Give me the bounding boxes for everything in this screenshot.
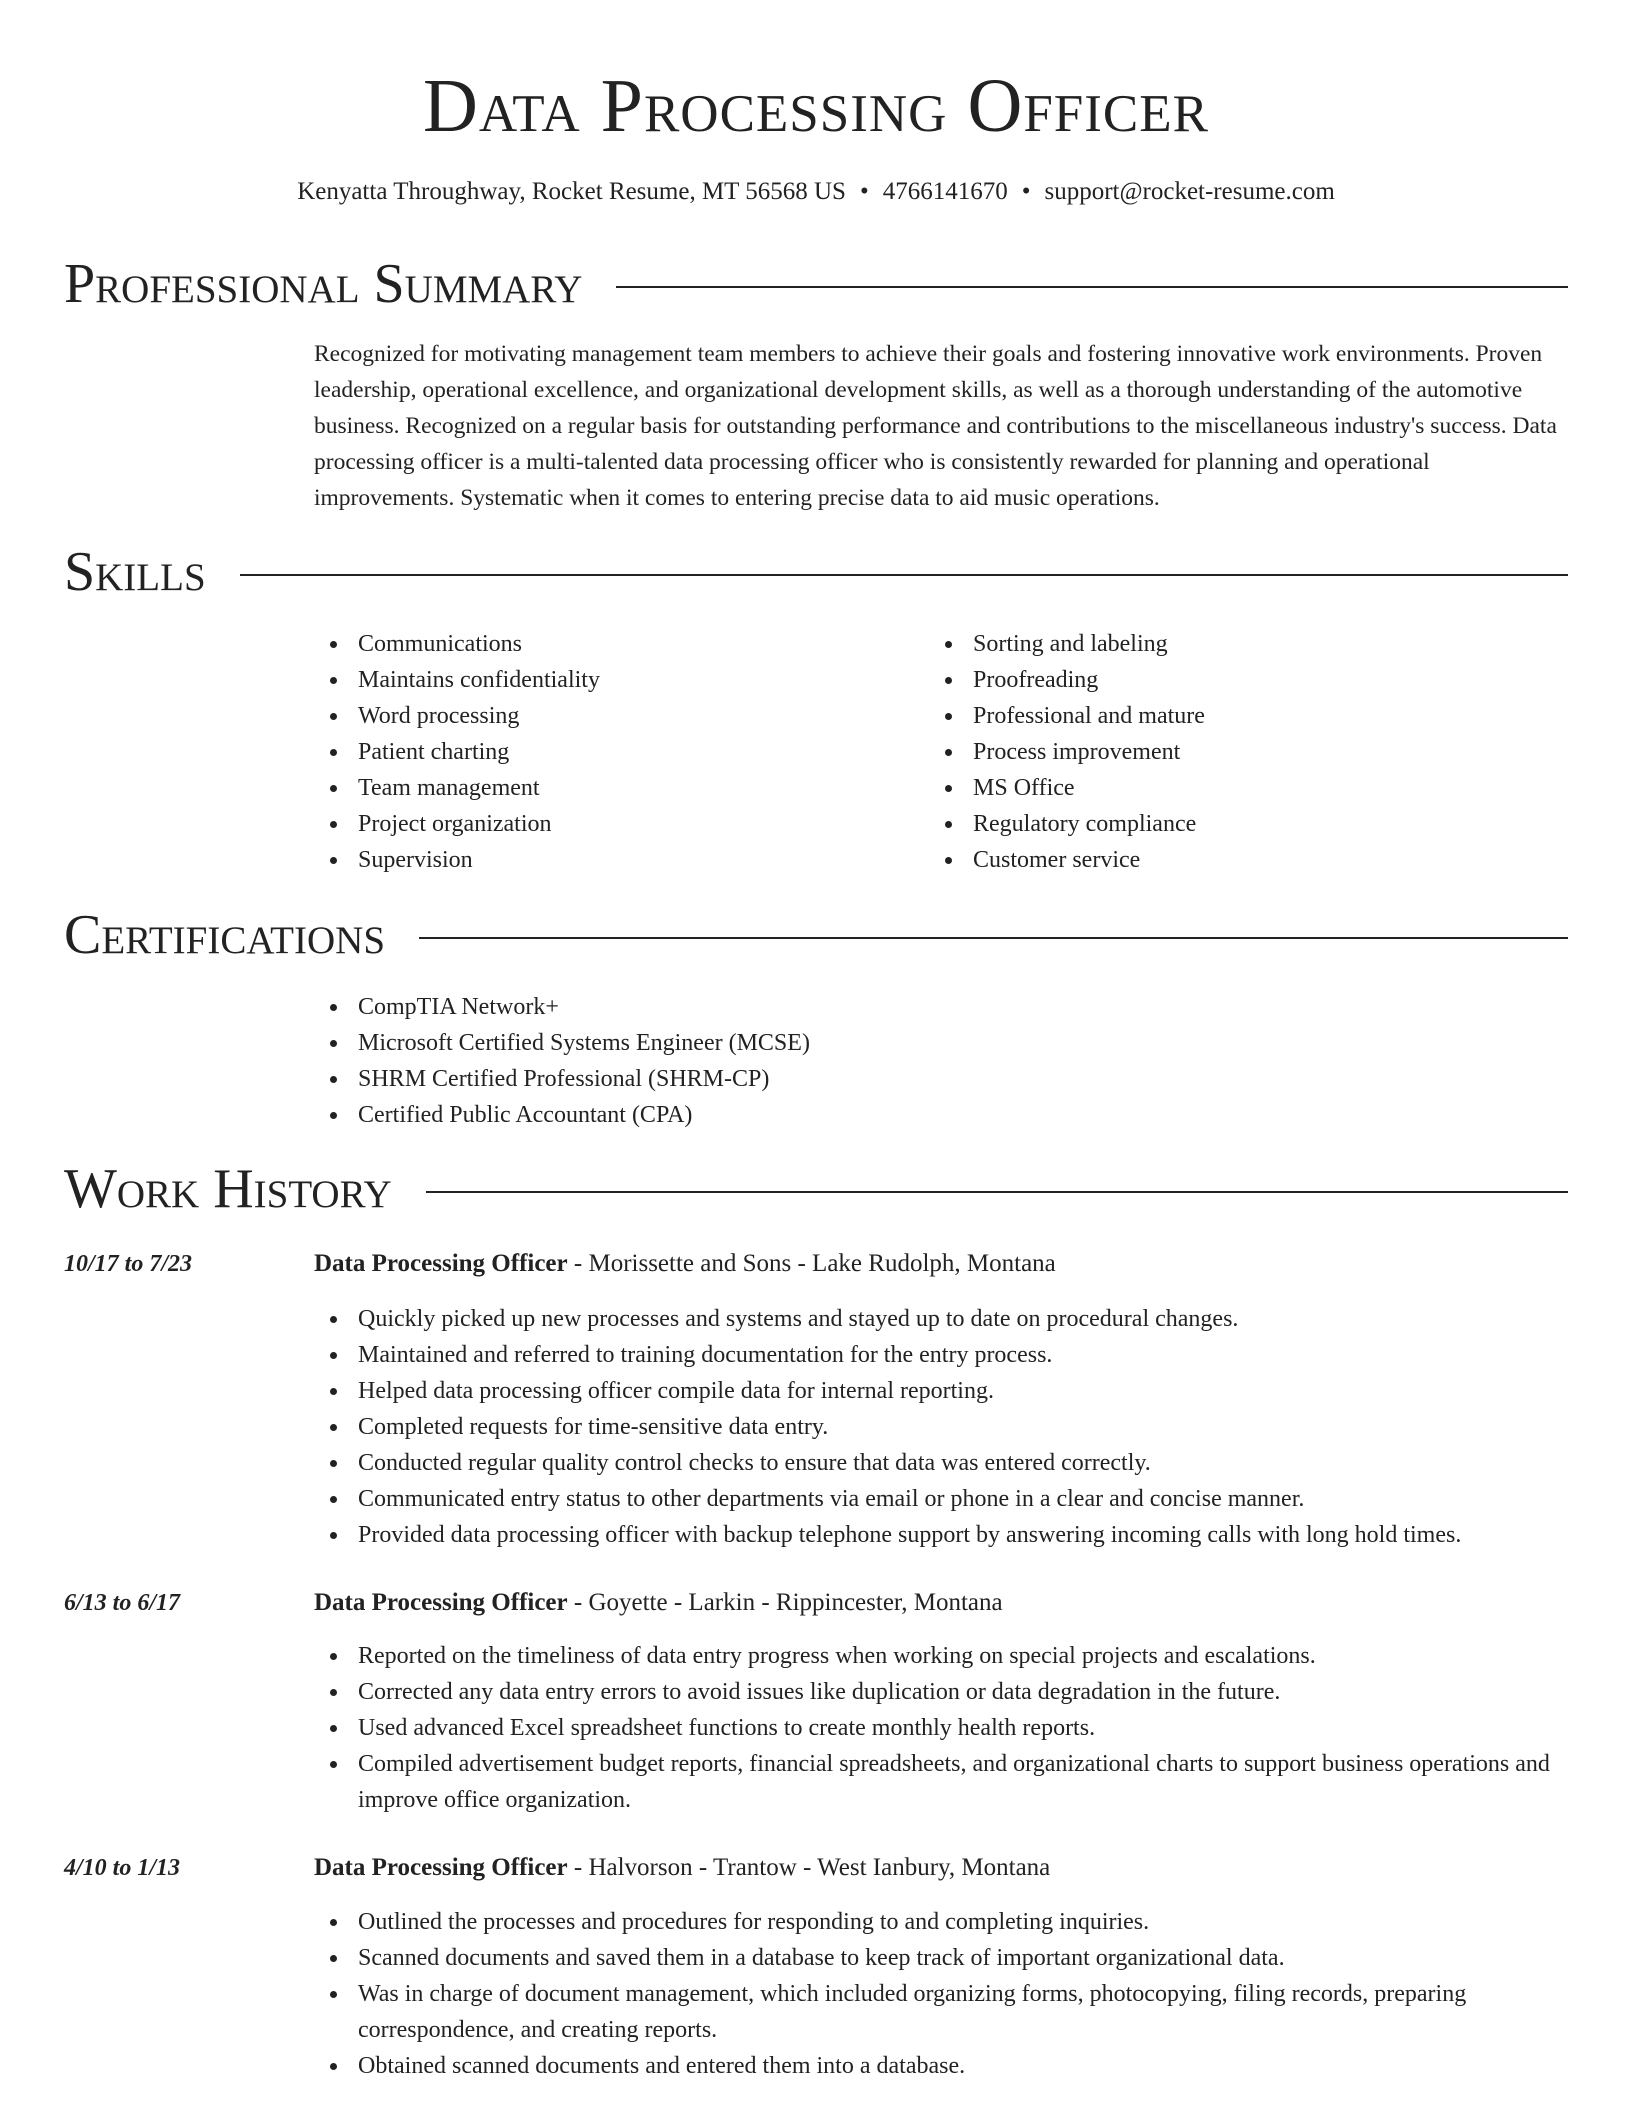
skill-item: Professional and mature (929, 698, 1205, 734)
skill-item: MS Office (929, 770, 1205, 806)
job-bullet: Communicated entry status to other departments via email or phone in a clear and concise manner. (314, 1481, 1568, 1517)
skill-item: Sorting and labeling (929, 626, 1205, 662)
job-bullet: Maintained and referred to training documentation for the entry process. (314, 1337, 1568, 1373)
job-bullet: Scanned documents and saved them in a database to keep track of important organizational data. (314, 1940, 1568, 1976)
section-divider (419, 937, 1568, 939)
section-title-skills: Skills (64, 541, 206, 603)
job-bullet: Obtained scanned documents and entered them into a database. (314, 2048, 1568, 2084)
job-bullet: Helped data processing officer compile data for internal reporting. (314, 1373, 1568, 1409)
contact-email: support@rocket-resume.com (1044, 178, 1335, 205)
skill-item: Regulatory compliance (929, 806, 1205, 842)
certification-item: CompTIA Network+ (314, 989, 810, 1025)
job-bullet: Completed requests for time-sensitive data entry. (314, 1409, 1568, 1445)
contact-separator: • (1021, 178, 1031, 205)
job-bullet: Reported on the timeliness of data entry progress when working on special projects and escalations. (314, 1638, 1568, 1674)
job-heading (314, 1850, 1050, 1886)
job-bullet: Outlined the processes and procedures for responding to and completing inquiries. (314, 1904, 1568, 1940)
job-bullet: Provided data processing officer with backup telephone support by answering incoming calls with long hold times. (314, 1517, 1568, 1553)
skill-item: Word processing (314, 698, 600, 734)
section-header-summary (64, 252, 1568, 316)
job-employer: - Morissette and Sons - Lake Rudolph, Montana (567, 1250, 1056, 1277)
job-bullets (314, 1638, 1568, 1818)
skill-item: Customer service (929, 842, 1205, 878)
contact-separator: • (859, 178, 869, 205)
job-bullet: Compiled advertisement budget reports, financial spreadsheets, and organizational charts to support business operations and improve office organization. (314, 1746, 1568, 1818)
section-title-work-history: Work History (64, 1158, 392, 1220)
section-title-summary: Professional Summary (64, 253, 583, 315)
section-divider (616, 286, 1568, 288)
skill-item: Supervision (314, 842, 600, 878)
job-heading (314, 1246, 1056, 1282)
job-bullets (314, 1301, 1568, 1553)
job-title: Data Processing Officer (314, 1589, 568, 1616)
certification-item: SHRM Certified Professional (SHRM-CP) (314, 1061, 810, 1097)
skill-item: Project organization (314, 806, 600, 842)
job-bullet: Corrected any data entry errors to avoid issues like duplication or data degradation in the future. (314, 1674, 1568, 1710)
certification-item: Certified Public Accountant (CPA) (314, 1097, 810, 1133)
job-dates: 6/13 to 6/17 (64, 1590, 181, 1616)
skill-item: Proofreading (929, 662, 1205, 698)
section-divider (240, 574, 1568, 576)
job-title: Data Processing Officer (314, 1250, 568, 1277)
section-title-certifications: Certifications (64, 904, 386, 966)
job-title: Data Processing Officer (314, 1854, 568, 1881)
skill-item: Maintains confidentiality (314, 662, 600, 698)
skill-item: Communications (314, 626, 600, 662)
resume-title: Data Processing Officer (422, 64, 1210, 148)
job-bullet: Used advanced Excel spreadsheet functions to create monthly health reports. (314, 1710, 1568, 1746)
summary-text: Recognized for motivating management team members to achieve their goals and fostering innovative work environments. Proven leadership, operational excellence, and organizational development skills, as well as a thorough understanding of the automotive business. Recognized on a regular basis for outstanding performance and contributions to the miscellaneous industry's success. Data processing officer is a multi-talented data processing officer who is consistently rewarded for planning and operational improvements. Systematic when it comes to entering precise data to aid music operations. (314, 341, 1557, 511)
skill-item: Team management (314, 770, 600, 806)
skills-list-right (929, 626, 1205, 878)
job-heading (314, 1585, 1003, 1621)
section-divider (426, 1191, 1568, 1193)
job-employer: - Goyette - Larkin - Rippincester, Montana (567, 1589, 1003, 1616)
job-bullet: Conducted regular quality control checks to ensure that data was entered correctly. (314, 1445, 1568, 1481)
job-bullet: Quickly picked up new processes and systems and stayed up to date on procedural changes. (314, 1301, 1568, 1337)
job-bullets (314, 1904, 1568, 2084)
job-employer: - Halvorson - Trantow - West Ianbury, Montana (567, 1854, 1051, 1881)
section-header-work-history (64, 1157, 1568, 1221)
certification-item: Microsoft Certified Systems Engineer (MCSE) (314, 1025, 810, 1061)
job-dates: 4/10 to 1/13 (64, 1855, 181, 1881)
job-dates: 10/17 to 7/23 (64, 1251, 193, 1277)
skills-list-left (314, 626, 600, 878)
contact-line (0, 174, 1632, 210)
job-bullet: Was in charge of document management, which included organizing forms, photocopying, filing records, preparing correspondence, and creating reports. (314, 1976, 1568, 2048)
skill-item: Patient charting (314, 734, 600, 770)
section-header-certifications (64, 903, 1568, 967)
contact-address: Kenyatta Throughway, Rocket Resume, MT 56568 US (297, 178, 846, 205)
certifications-list (314, 989, 810, 1133)
skill-item: Process improvement (929, 734, 1205, 770)
section-header-skills (64, 540, 1568, 604)
contact-phone: 4766141670 (882, 178, 1008, 205)
